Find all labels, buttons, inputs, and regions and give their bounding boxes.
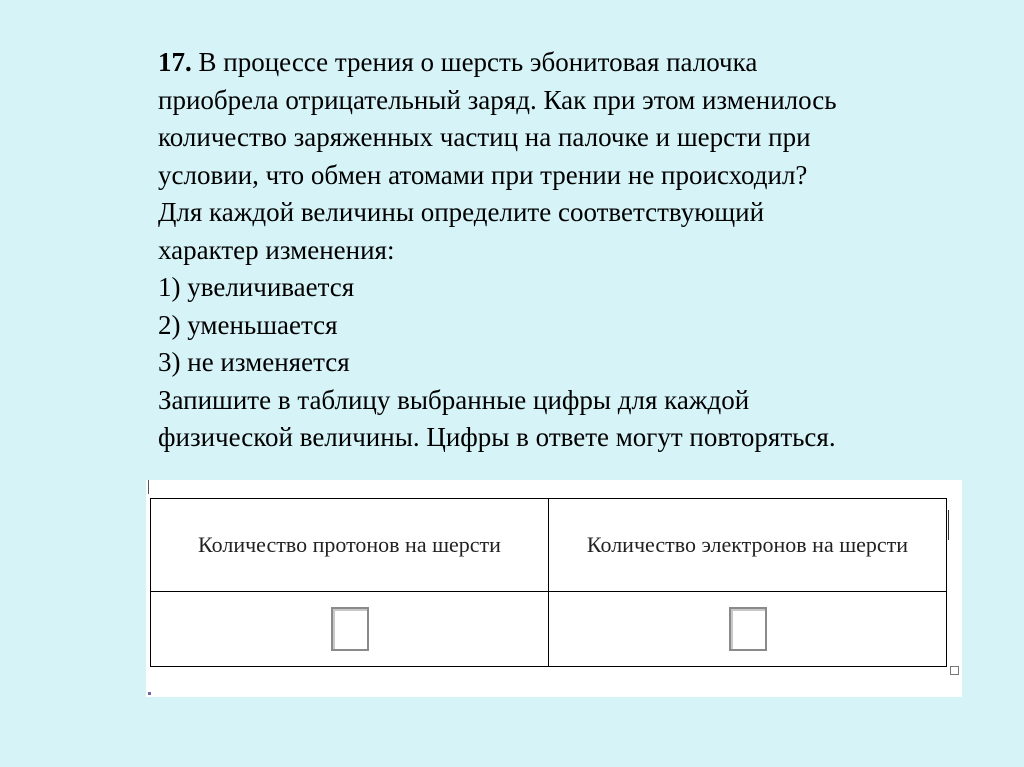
anchor-dot bbox=[148, 692, 151, 695]
question-line: условии, что обмен атомами при трении не происходил? bbox=[158, 159, 808, 190]
answer-box-protons[interactable] bbox=[331, 607, 369, 651]
question-line: 17. В процессе трения о шерсть эбонитовая палочка bbox=[158, 47, 758, 77]
question-text bbox=[158, 44, 978, 457]
answer-table-panel bbox=[146, 480, 962, 697]
answer-box-electrons[interactable] bbox=[729, 607, 767, 651]
resize-handle[interactable] bbox=[950, 666, 959, 675]
option-increases: 1) увеличивается bbox=[158, 272, 355, 302]
question-line: физической величины. Цифры в ответе могут повторяться. bbox=[158, 422, 836, 452]
question-line: приобрела отрицательный заряд. Как при этом изменилось bbox=[158, 84, 837, 115]
edge-mark bbox=[948, 510, 949, 540]
option-unchanged: 3) не изменяется bbox=[158, 347, 350, 377]
answer-cell-protons bbox=[151, 592, 549, 667]
question-line: характер изменения: bbox=[158, 234, 395, 265]
option-decreases: 2) уменьшается bbox=[158, 309, 338, 340]
answer-cell-electrons bbox=[549, 592, 947, 667]
question-line: Запишите в таблицу выбранные цифры для каждой bbox=[158, 384, 750, 415]
answer-table bbox=[150, 498, 947, 667]
table-answer-row bbox=[151, 592, 947, 667]
table-header-row bbox=[151, 499, 947, 592]
question-line: количество заряженных частиц на палочке и шерсти при bbox=[158, 122, 811, 152]
header-electrons-on-wool: Количество электронов на шерсти bbox=[549, 499, 947, 592]
question-line: Для каждой величины определите соответствующий bbox=[158, 197, 765, 227]
text-cursor bbox=[148, 480, 149, 494]
question-number: 17. bbox=[158, 47, 192, 77]
header-protons-on-wool: Количество протонов на шерсти bbox=[151, 499, 549, 592]
